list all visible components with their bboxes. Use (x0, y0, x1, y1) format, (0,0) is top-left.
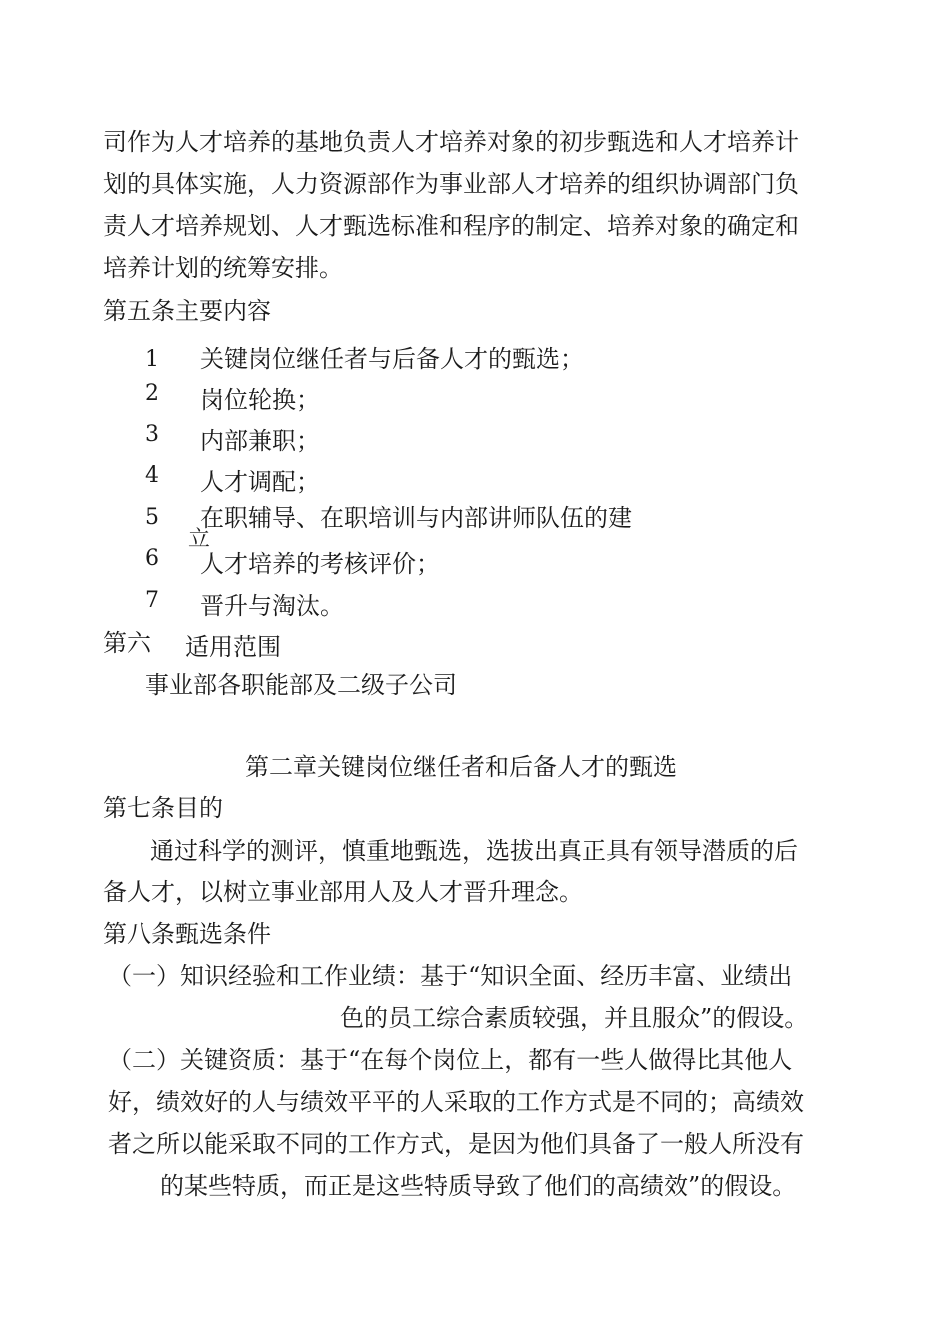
list-item-number: 3 (145, 422, 159, 447)
list-item-text: 人才调配； (200, 468, 320, 496)
article-8-para-line: 者之所以能采取不同的工作方式，是因为他们具备了一般人所没有 (108, 1130, 804, 1158)
article-8-para-line: 色的员工综合素质较强，并且服众”的假设。 (340, 1004, 809, 1032)
list-item-overflow-fragment: 立 (188, 527, 211, 552)
article-8-para-line: 好，绩效好的人与绩效平平的人采取的工作方式是不同的；高绩效 (108, 1088, 804, 1116)
article-7-line: 备人才，以树立事业部用人及人才晋升理念。 (103, 878, 583, 906)
article-7-line: 通过科学的测评，慎重地甄选，选拔出真正具有领导潜质的后 (150, 837, 798, 865)
article-7-heading: 第七条目的 (103, 794, 223, 822)
list-item-text: 关键岗位继任者与后备人才的甄选； (200, 345, 584, 373)
intro-line: 责人才培养规划、人才甄选标准和程序的制定、培养对象的确定和 (103, 212, 799, 240)
article-8-para-line: 的某些特质，而正是这些特质导致了他们的高绩效”的假设。 (160, 1172, 797, 1200)
list-item-text: 人才培养的考核评价； (200, 550, 440, 578)
article-6-heading-label: 第六 (103, 629, 151, 657)
list-item-number: 2 (145, 381, 159, 406)
intro-line: 司作为人才培养的基地负责人才培养对象的初步甄选和人才培养计 (103, 128, 799, 156)
article-8-para-line: （一）知识经验和工作业绩：基于“知识全面、经历丰富、业绩出 (108, 962, 793, 990)
list-item-number: 4 (145, 463, 159, 488)
article-8-heading: 第八条甄选条件 (103, 920, 271, 948)
article-6-heading-title: 适用范围 (185, 633, 281, 661)
list-item-number: 1 (145, 347, 159, 372)
list-item-text: 岗位轮换； (200, 386, 320, 414)
list-item-text: 晋升与淘汰。 (200, 592, 344, 620)
article-6-body: 事业部各职能部及二级子公司 (145, 671, 457, 699)
intro-line: 培养计划的统筹安排。 (103, 254, 343, 282)
article-5-heading: 第五条主要内容 (103, 297, 271, 325)
intro-line: 划的具体实施，人力资源部作为事业部人才培养的组织协调部门负 (103, 170, 799, 198)
chapter-title: 第二章关键岗位继任者和后备人才的甄选 (245, 753, 677, 781)
article-8-para-line: （二）关键资质：基于“在每个岗位上，都有一些人做得比其他人 (108, 1046, 793, 1074)
list-item-number: 6 (145, 546, 159, 571)
list-item-text: 在职辅导、在职培训与内部讲师队伍的建 (200, 504, 632, 532)
list-item-number: 5 (145, 505, 159, 530)
list-item-number: 7 (145, 588, 159, 613)
list-item-text: 内部兼职； (200, 427, 320, 455)
